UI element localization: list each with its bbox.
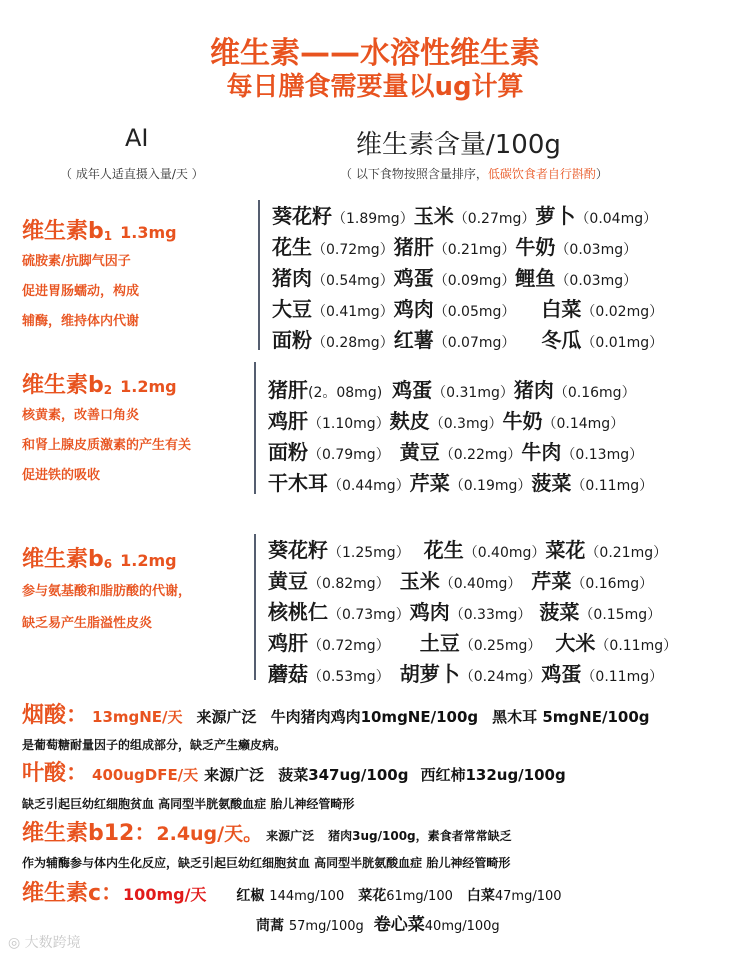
food-value: （0.41mg） xyxy=(312,304,394,320)
food-value: （0.16mg） xyxy=(553,385,636,401)
b1-desc-2: 促进胃肠蠕动，构成 xyxy=(22,284,140,299)
food-name: 黄豆 xyxy=(399,440,440,464)
food-name: 鸡蛋 xyxy=(392,378,433,402)
food-value: （0.07mg） xyxy=(433,335,516,351)
b1-subscript: 1 xyxy=(103,229,113,243)
b2-amount: 1.2mg xyxy=(120,377,177,396)
niacin-amount: 13mgNE/天 xyxy=(92,708,183,726)
b12-name: 维生素b12： xyxy=(22,821,157,846)
food-value: 40mg/100g xyxy=(424,919,500,934)
b2-title xyxy=(22,368,177,399)
food-value: （0.82mg） xyxy=(308,576,390,592)
food-value: 61mg/100 xyxy=(386,889,453,904)
b6-divider xyxy=(254,534,256,680)
food-value: （1.10mg） xyxy=(308,416,390,432)
food-value: （0.21mg） xyxy=(433,242,516,258)
food-name: 菜花 xyxy=(545,538,586,562)
vc-food xyxy=(236,888,344,904)
food-name: 萝卜 xyxy=(535,204,576,228)
food-name: 大米 xyxy=(555,631,596,655)
folate-amount: 400ugDFE/天 xyxy=(92,766,199,784)
food-value: （0.53mg） xyxy=(308,669,390,685)
niacin-source: 来源广泛 xyxy=(196,708,257,726)
vc-amount: 100mg/天 xyxy=(123,885,207,904)
page-subtitle: 每日膳食需要量以ug计算 xyxy=(226,72,524,102)
b6-amount: 1.2mg xyxy=(120,551,177,570)
food-name: 鸡肝 xyxy=(268,409,308,433)
watermark xyxy=(8,932,81,952)
b1-row-3 xyxy=(272,262,637,291)
food-name: 猪肝 xyxy=(393,235,434,259)
food-name: 鸡肉 xyxy=(409,600,450,624)
food-value: （0.72mg） xyxy=(308,638,390,654)
b12-line xyxy=(22,816,512,847)
food-name: 面粉 xyxy=(272,328,312,352)
food-name: 芹菜 xyxy=(531,569,572,593)
food-name: 葵花籽 xyxy=(268,538,328,562)
food-name: 红薯 xyxy=(393,328,434,352)
b6-row-5 xyxy=(268,658,663,687)
food-value: （0.79mg） xyxy=(308,447,390,463)
food-value: （0.19mg） xyxy=(449,478,532,494)
b6-subscript: 6 xyxy=(103,557,113,571)
b6-name xyxy=(22,547,112,572)
content-note-warning: 低碳饮食者自行斟酌 xyxy=(487,167,596,181)
niacin-foods-2: 黑木耳 5mgNE/100g xyxy=(492,708,650,726)
b1-desc-3: 辅酶，维持体内代谢 xyxy=(22,314,140,329)
b1-desc-1: 硫胺素/抗脚气因子 xyxy=(22,254,131,269)
b6-row-1 xyxy=(268,534,667,563)
content-note-text: （ 以下食物按照含量排序， xyxy=(340,167,488,181)
folate-foods: 菠菜347ug/100g xyxy=(278,766,409,784)
food-value: （0.54mg） xyxy=(312,273,394,289)
b6-title xyxy=(22,542,177,573)
food-name: 白菜 xyxy=(466,888,495,904)
b1-amount: 1.3mg xyxy=(120,223,177,242)
page-title: 维生素——水溶性维生素 xyxy=(210,36,540,71)
food-name: 玉米 xyxy=(413,204,454,228)
b12-foods: 猪肉3ug/100g，素食者常常缺乏 xyxy=(328,829,512,843)
food-name: 红椒 xyxy=(236,888,265,904)
food-value: （1.89mg） xyxy=(332,211,414,227)
niacin-name: 烟酸： xyxy=(22,703,89,728)
food-name: 面粉 xyxy=(268,440,308,464)
food-name: 猪肉 xyxy=(513,378,554,402)
food-value: （0.22mg） xyxy=(439,447,522,463)
food-name: 鸡蛋 xyxy=(541,662,582,686)
food-value: （0.33mg） xyxy=(449,607,532,623)
content-note-end: ） xyxy=(595,167,608,181)
food-value: （0.24mg） xyxy=(459,669,542,685)
food-value: （0.13mg） xyxy=(561,447,644,463)
niacin-line xyxy=(22,698,650,729)
food-value: （0.31mg） xyxy=(432,385,514,401)
b12-desc: 作为辅酶参与体内生化反应，缺乏引起巨幼红细胞贫血 高同型半胱氨酸血症 胎儿神经管畸形 xyxy=(22,856,511,870)
food-name: 菜花 xyxy=(358,888,387,904)
vc-line xyxy=(22,876,562,907)
b12-amount: 2.4ug/天。 xyxy=(156,823,263,845)
food-name: 干木耳 xyxy=(268,471,328,495)
folate-name: 叶酸： xyxy=(22,761,89,786)
food-value: （0.03mg） xyxy=(555,242,638,258)
food-name: 菠菜 xyxy=(531,471,572,495)
content-column-header: 维生素含量/100g xyxy=(356,130,561,160)
b1-title xyxy=(22,214,177,245)
food-value: （0.40mg） xyxy=(439,576,522,592)
vc-food xyxy=(467,888,562,904)
folate-source: 来源广泛 xyxy=(204,766,265,784)
food-value: （0.16mg） xyxy=(571,576,654,592)
food-name: 大豆 xyxy=(272,297,312,321)
b2-desc-2: 和肾上腺皮质激素的产生有关 xyxy=(22,438,192,453)
food-value: （0.21mg） xyxy=(585,545,668,561)
b1-row-1 xyxy=(272,200,657,229)
b12-source: 来源广泛 xyxy=(266,829,315,843)
ai-column-header: AI xyxy=(125,124,149,152)
food-name: 茼蒿 xyxy=(256,918,284,934)
content-note xyxy=(340,165,608,182)
food-value: （0.01mg） xyxy=(581,335,664,351)
food-name: 蘑菇 xyxy=(268,662,308,686)
b2-desc-3: 促进铁的吸收 xyxy=(22,468,101,483)
b2-row-2 xyxy=(268,405,624,434)
food-value: （0.14mg） xyxy=(542,416,625,432)
folate-desc: 缺乏引起巨幼红细胞贫血 高同型半胱氨酸血症 胎儿神经管畸形 xyxy=(22,797,355,811)
b2-row-1 xyxy=(268,374,636,403)
food-name: 土豆 xyxy=(419,631,460,655)
food-name: 核桃仁 xyxy=(268,600,328,624)
b2-divider xyxy=(254,362,256,494)
food-name: 卷心菜 xyxy=(373,915,425,935)
food-value: （0.27mg） xyxy=(453,211,536,227)
food-name: 白菜 xyxy=(541,297,582,321)
b2-desc-1: 核黄素，改善口角炎 xyxy=(22,408,140,423)
ai-note: （ 成年人适直摄入量/天 ） xyxy=(60,167,204,181)
niacin-desc: 是葡萄糖耐量因子的组成部分，缺乏产生癞皮病。 xyxy=(22,738,287,752)
b6-desc-2: 缺乏易产生脂溢性皮炎 xyxy=(22,616,153,631)
vc-name: 维生素c： xyxy=(22,881,124,906)
food-name: 牛奶 xyxy=(502,409,543,433)
food-value: （1.25mg） xyxy=(328,545,410,561)
watermark-text: 大数跨境 xyxy=(24,935,81,951)
vc-line-2 xyxy=(256,910,500,935)
food-value: （0.25mg） xyxy=(459,638,542,654)
folate-line xyxy=(22,756,566,787)
b2-row-3 xyxy=(268,436,643,465)
b2-name xyxy=(22,373,112,398)
vc-food xyxy=(374,915,500,935)
food-value: （0.03mg） xyxy=(555,273,638,289)
b1-name xyxy=(22,219,112,244)
watermark-logo-icon: ◎ xyxy=(8,935,21,951)
food-name: 鲤鱼 xyxy=(515,266,556,290)
niacin-foods: 牛肉猪肉鸡肉10mgNE/100g xyxy=(270,708,479,726)
food-value: （0.73mg） xyxy=(328,607,410,623)
b2-row-4 xyxy=(268,467,653,496)
food-name: 猪肝 xyxy=(268,378,308,402)
food-value: 144mg/100 xyxy=(269,889,345,904)
food-value: （0.05mg） xyxy=(433,304,516,320)
food-value: 57mg/100g xyxy=(288,919,364,934)
b2-subscript: 2 xyxy=(103,383,113,397)
food-name: 玉米 xyxy=(399,569,440,593)
food-value: （0.11mg） xyxy=(581,669,664,685)
b1-row-2 xyxy=(272,231,637,260)
food-value: （0.11mg） xyxy=(571,478,654,494)
food-name: 冬瓜 xyxy=(541,328,582,352)
b6-row-2 xyxy=(268,565,653,594)
food-name: 花生 xyxy=(423,538,464,562)
food-name: 鸡肉 xyxy=(393,297,434,321)
food-value: （0.3mg） xyxy=(429,416,503,432)
b1-row-5 xyxy=(272,324,663,353)
food-value: （0.40mg） xyxy=(463,545,546,561)
b1-row-4 xyxy=(272,293,663,322)
food-name: 胡萝卜 xyxy=(399,662,460,686)
b1-name-text: 维生素b xyxy=(22,219,104,244)
food-name: 花生 xyxy=(272,235,312,259)
food-value: (2。08mg) xyxy=(308,385,383,401)
b2-name-text: 维生素b xyxy=(22,373,104,398)
food-value: （0.09mg） xyxy=(433,273,516,289)
food-value: （0.44mg） xyxy=(328,478,410,494)
food-value: （0.28mg） xyxy=(312,335,394,351)
food-value: （0.15mg） xyxy=(579,607,662,623)
food-name: 菠菜 xyxy=(539,600,580,624)
b6-row-3 xyxy=(268,596,661,625)
food-name: 猪肉 xyxy=(272,266,312,290)
food-value: （0.72mg） xyxy=(312,242,394,258)
food-value: （0.02mg） xyxy=(581,304,664,320)
vc-food xyxy=(358,888,453,904)
food-name: 牛肉 xyxy=(521,440,562,464)
food-name: 麸皮 xyxy=(389,409,430,433)
food-name: 芹菜 xyxy=(409,471,450,495)
b6-name-text: 维生素b xyxy=(22,547,104,572)
folate-foods-2: 西红柿132ug/100g xyxy=(420,766,566,784)
b6-desc-1: 参与氨基酸和脂肪酸的代谢， xyxy=(22,584,192,599)
vc-food xyxy=(256,918,364,934)
food-value: 47mg/100 xyxy=(494,889,562,904)
food-name: 鸡蛋 xyxy=(393,266,434,290)
b6-row-4 xyxy=(268,627,677,656)
food-value: （0.11mg） xyxy=(595,638,678,654)
food-name: 鸡肝 xyxy=(268,631,308,655)
b1-divider xyxy=(258,200,260,350)
food-name: 葵花籽 xyxy=(272,204,332,228)
food-name: 牛奶 xyxy=(515,235,556,259)
food-name: 黄豆 xyxy=(268,569,308,593)
food-value: （0.04mg） xyxy=(575,211,658,227)
